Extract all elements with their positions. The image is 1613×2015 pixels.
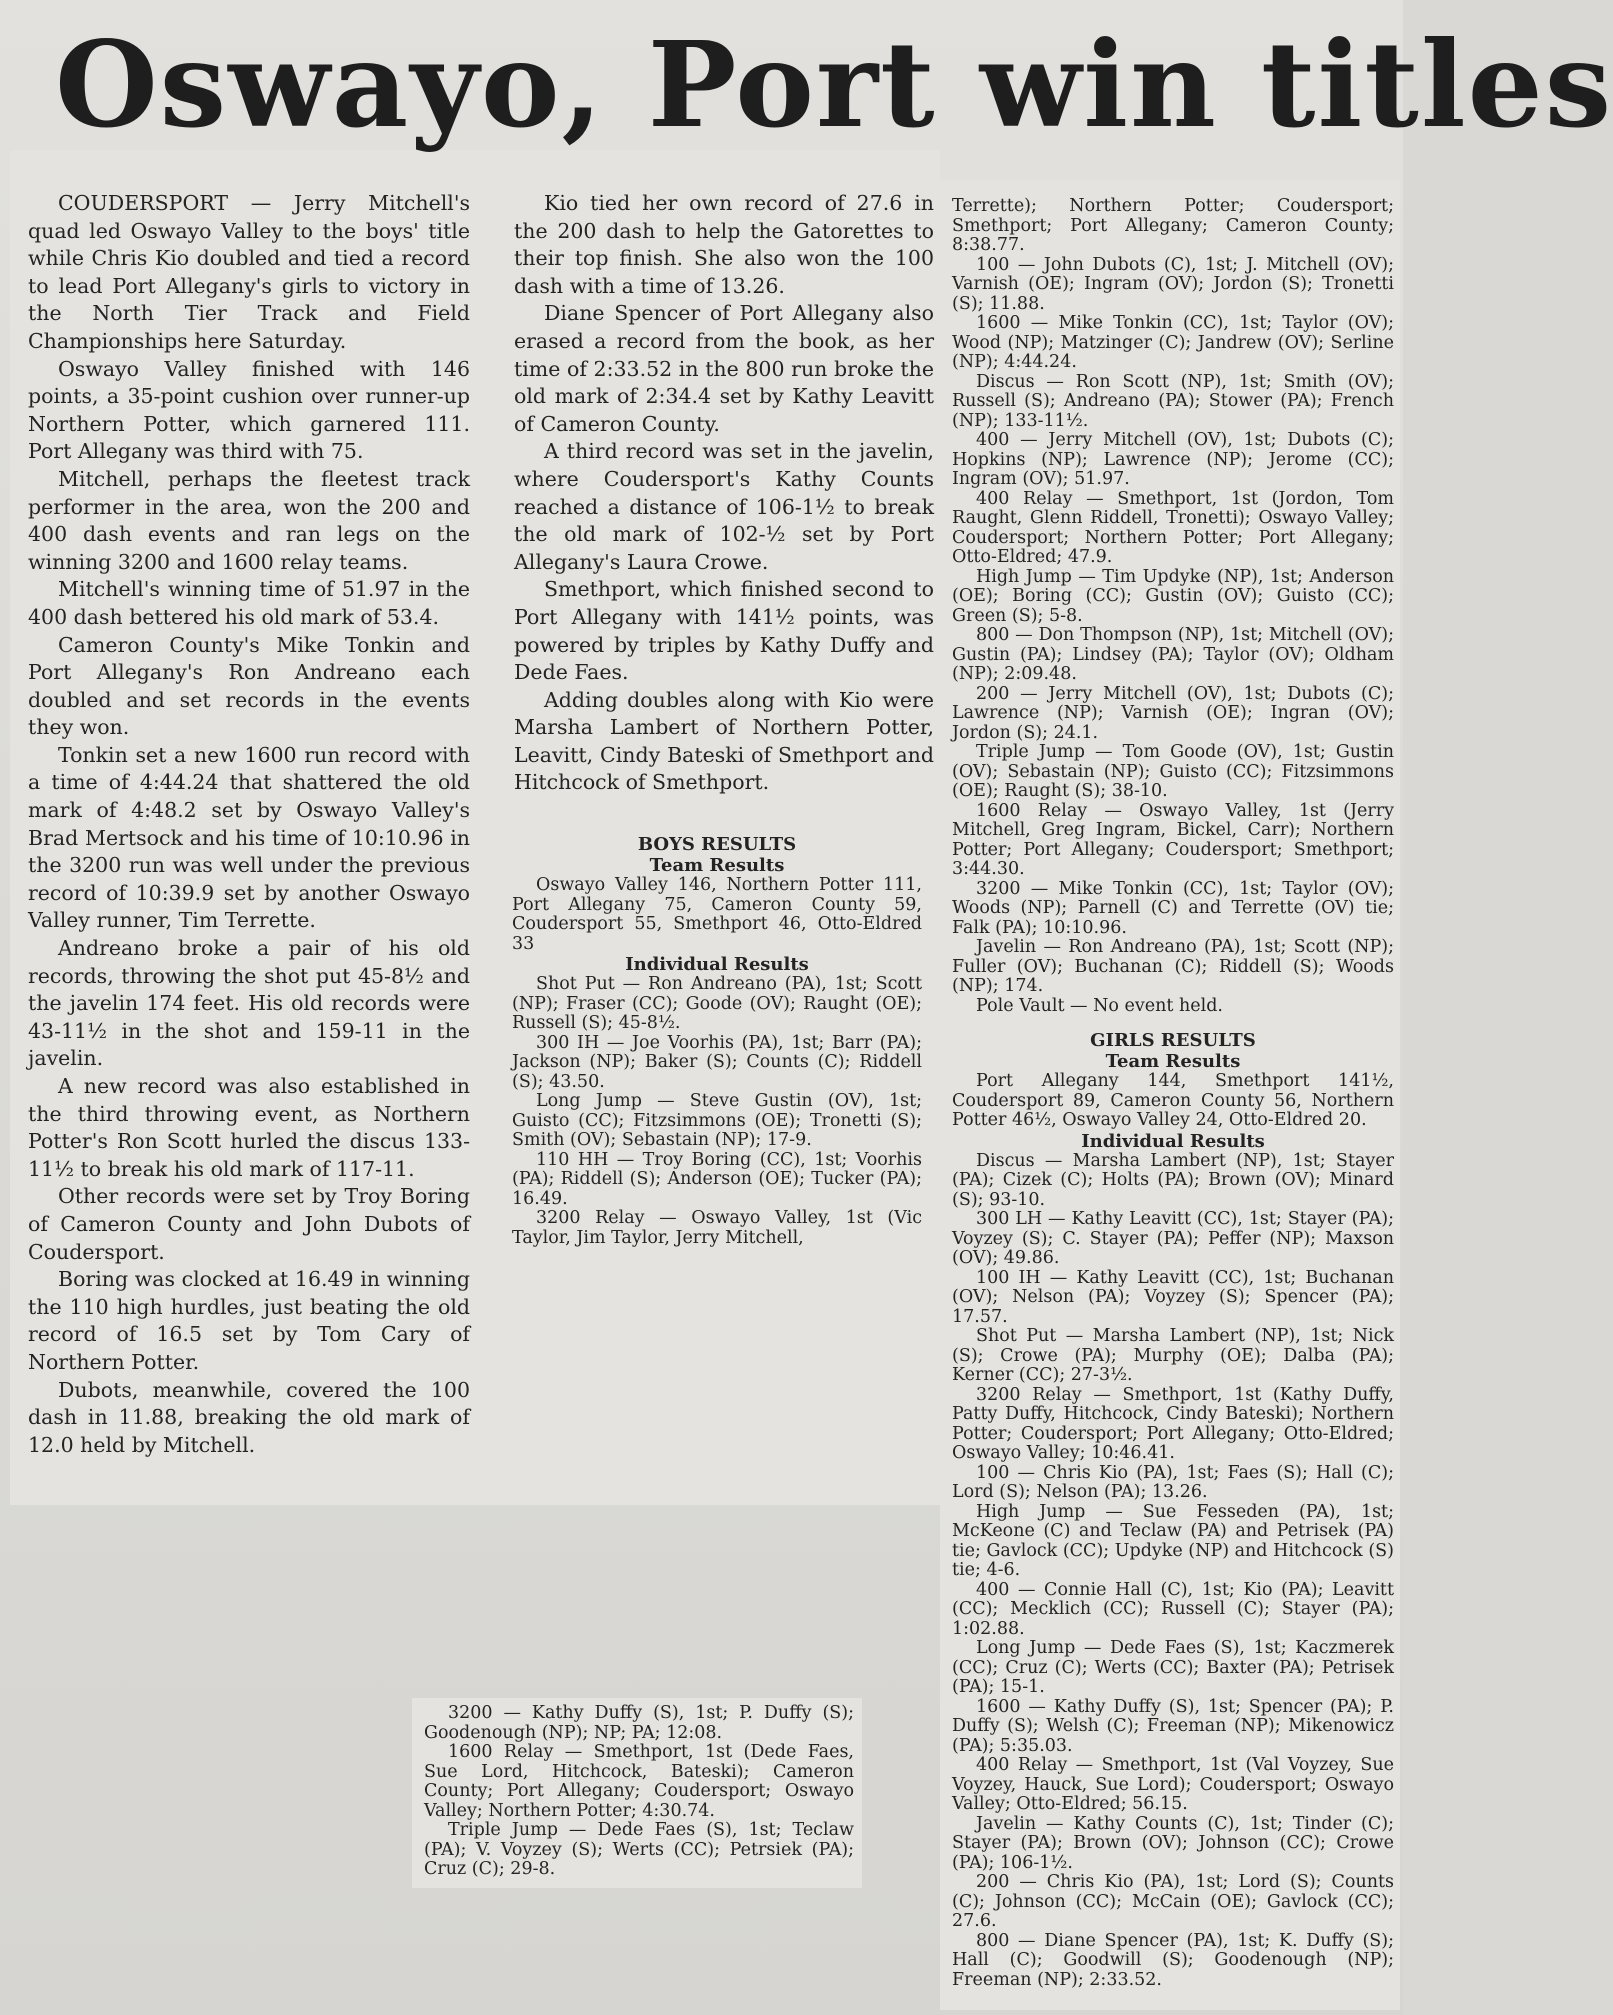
result-entry: 200 — Chris Kio (PA), 1st; Lord (S); Counts (C); Johnson (CC); McCain (OE); Gavlock (CC); 27.6.	[952, 1872, 1394, 1931]
result-entry: Triple Jump — Dede Faes (S), 1st; Teclaw (PA); V. Voyzey (S); Werts (CC); Petrsiek (PA); Cruz (C); 29-8.	[424, 1820, 854, 1879]
girls-team-results: Port Allegany 144, Smethport 141½, Coudersport 89, Cameron County 56, Northern Potter 46½, Oswayo Valley 24, Otto-Eldred 20.	[952, 1071, 1394, 1130]
result-entry: 3200 Relay — Smethport, 1st (Kathy Duffy, Patty Duffy, Hitchcock, Cindy Bateski); Northern Potter; Coudersport; Port Allegany; Otto-Eldred; Oswayo Valley; 10:46.41.	[952, 1384, 1394, 1463]
result-entry: 400 Relay — Smethport, 1st (Jordon, Tom Raught, Glenn Riddell, Tronetti); Oswayo Valley; Coudersport; Northern Potter; Port Allegany; Otto-Eldred; 47.9.	[952, 488, 1394, 567]
story-paragraph: Adding doubles along with Kio were Marsha Lambert of Northern Potter, Leavitt, Cindy Bateski of Smethport and Hitchcock of Smethport.	[514, 687, 934, 795]
result-entry: 100 — John Dubots (C), 1st; J. Mitchell (OV); Varnish (OE); Ingram (OV); Jordon (S); Tronetti (S); 11.88.	[952, 254, 1394, 314]
story-paragraph: Smethport, which finished second to Port Allegany with 141½ points, was powered by triples by Kathy Duffy and Dede Faes.	[514, 577, 934, 685]
girls-results-continued-piece	[424, 1704, 854, 1880]
story-paragraph: Mitchell, perhaps the fleetest track performer in the area, won the 200 and 400 dash events and ran legs on the winning 3200 and 1600 relay teams.	[28, 466, 470, 574]
result-entry: Shot Put — Ron Andreano (PA), 1st; Scott (NP); Fraser (CC); Goode (OV); Raught (OE); Russell (S); 45-8½.	[512, 974, 922, 1033]
result-entry: Shot Put — Marsha Lambert (NP), 1st; Nick (S); Crowe (PA); Murphy (OE); Dalba (PA); Kerner (CC); 27-3½.	[952, 1326, 1394, 1385]
result-entry: 800 — Diane Spencer (PA), 1st; K. Duffy (S); Hall (C); Goodwill (S); Goodenough (NP); Freeman (NP); 2:33.52.	[952, 1930, 1394, 1990]
story-paragraph: Boring was clocked at 16.49 in winning the 110 high hurdles, just beating the old record of 16.5 set by Tom Cary of Northern Potter.	[28, 1267, 470, 1374]
result-entry: 1600 Relay — Oswayo Valley, 1st (Jerry Mitchell, Greg Ingram, Bickel, Carr); Northern Potter; Port Allegany; Coudersport; Smethport; 3:44.30.	[952, 800, 1394, 879]
result-entry: 1600 Relay — Smethport, 1st (Dede Faes, Sue Lord, Hitchcock, Bateski); Cameron County; Port Allegany; Coudersport; Oswayo Valley; Northern Potter; 4:30.74.	[424, 1742, 854, 1821]
result-entry: Long Jump — Steve Gustin (OV), 1st; Guisto (CC); Fitzsimmons (OE); Tronetti (S); Smith (OV); Sebastain (NP); 17-9.	[512, 1091, 922, 1150]
result-entry: 100 IH — Kathy Leavitt (CC), 1st; Buchanan (OV); Nelson (PA); Voyzey (S); Spencer (PA); 17.57.	[952, 1267, 1394, 1327]
story-paragraph: Dubots, meanwhile, covered the 100 dash in 11.88, breaking the old mark of 12.0 held by Mitchell.	[28, 1377, 470, 1457]
story-column-2	[514, 190, 934, 797]
story-paragraph: Diane Spencer of Port Allegany also erased a record from the book, as her time of 2:33.52 in the 800 run broke the old mark of 2:34.4 set by Kathy Leavitt of Cameron County.	[514, 301, 934, 436]
result-entry: 3200 — Kathy Duffy (S), 1st; P. Duffy (S); Goodenough (NP); NP; PA; 12:08.	[424, 1703, 854, 1743]
result-entry: 100 — Chris Kio (PA), 1st; Faes (S); Hall (C); Lord (S); Nelson (PA); 13.26.	[952, 1462, 1394, 1502]
result-entry: 300 IH — Joe Voorhis (PA), 1st; Barr (PA); Jackson (NP); Baker (S); Counts (C); Riddell (S); 43.50.	[512, 1032, 922, 1092]
headline: Oswayo, Port win titles	[55, 15, 1613, 154]
result-entry: 200 — Jerry Mitchell (OV), 1st; Dubots (C); Lawrence (NP); Varnish (OE); Ingran (OV); Jordon (S); 24.1.	[952, 683, 1394, 743]
result-entry: Long Jump — Dede Faes (S), 1st; Kaczmerek (CC); Cruz (C); Werts (CC); Baxter (PA); Petrisek (PA); 15-1.	[952, 1638, 1394, 1697]
result-entry: 3200 — Mike Tonkin (CC), 1st; Taylor (OV); Woods (NP); Parnell (C) and Terrette (OV) tie; Falk (PA); 10:10.96.	[952, 878, 1394, 938]
boys-team-results: Oswayo Valley 146, Northern Potter 111, Port Allegany 75, Cameron County 59, Coudersport 55, Smethport 46, Otto-Eldred 33	[512, 875, 922, 954]
result-entry: Javelin — Kathy Counts (C), 1st; Tinder (C); Stayer (PA); Brown (OV); Johnson (CC); Crowe (PA); 106-1½.	[952, 1813, 1394, 1873]
boys-team-results-heading: Team Results	[649, 855, 785, 876]
boys-results-heading: BOYS RESULTS	[637, 834, 797, 855]
story-column-1	[28, 190, 470, 1459]
girls-individual-results-heading: Individual Results	[1081, 1130, 1265, 1152]
story-paragraph: COUDERSPORT — Jerry Mitchell's quad led Oswayo Valley to the boys' title while Chris Kio doubled and tied a record to lead Port Allegany's girls to victory in the North Tier Track and Field Championships here Saturday.	[28, 191, 470, 353]
result-entry: Pole Vault — No event held.	[976, 995, 1223, 1016]
result-entry: Javelin — Ron Andreano (PA), 1st; Scott (NP); Fuller (OV); Buchanan (C); Riddell (S); Woods (NP); 174.	[952, 937, 1394, 996]
result-entry: High Jump — Sue Fesseden (PA), 1st; McKeone (C) and Teclaw (PA) and Petrisek (PA) tie; Gavlock (CC); Updyke (NP) and Hitchcock (S) tie; 4-6.	[952, 1501, 1394, 1580]
story-paragraph: Tonkin set a new 1600 run record with a time of 4:44.24 that shattered the old mark of 4:48.2 set by Oswayo Valley's Brad Mertsock and his time of 10:10.96 in the 3200 run was well under the previous record of 10:39.9 set by another Oswayo Valley runner, Tim Terrette.	[28, 742, 470, 933]
result-entry: 1600 — Kathy Duffy (S), 1st; Spencer (PA); P. Duffy (S); Welsh (C); Freeman (NP); Mikenowicz (PA); 5:35.03.	[952, 1696, 1394, 1756]
result-entry: 400 — Connie Hall (C), 1st; Kio (PA); Leavitt (CC); Mecklich (CC); Russell (C); Stayer (PA); 1:02.88.	[952, 1579, 1394, 1639]
result-entry: Triple Jump — Tom Goode (OV), 1st; Gustin (OV); Sebastain (NP); Guisto (CC); Fitzsimmons (OE); Raught (S); 38-10.	[952, 742, 1394, 801]
result-entry: 300 LH — Kathy Leavitt (CC), 1st; Stayer (PA); Voyzey (S); C. Stayer (PA); Peffer (NP); Maxson (OV); 49.86.	[952, 1209, 1394, 1268]
story-paragraph: A third record was set in the javelin, where Coudersport's Kathy Counts reached a distance of 106-1½ to break the old mark of 102-½ set by Port Allegany's Laura Crowe.	[514, 439, 934, 574]
story-paragraph: Mitchell's winning time of 51.97 in the 400 dash bettered his old mark of 53.4.	[28, 577, 470, 629]
result-entry: 1600 — Mike Tonkin (CC), 1st; Taylor (OV); Wood (NP); Matzinger (C); Jandrew (OV); Serline (NP); 4:44.24.	[952, 313, 1394, 372]
result-entry: 110 HH — Troy Boring (CC), 1st; Voorhis (PA); Riddell (S); Anderson (OE); Tucker (PA); 16.49.	[512, 1149, 922, 1209]
story-paragraph: Oswayo Valley finished with 146 points, a 35-point cushion over runner-up Northern Potter, which garnered 111. Port Allegany was third with 75.	[28, 356, 470, 464]
girls-team-results-heading: Team Results	[1105, 1051, 1241, 1072]
result-entry: 400 Relay — Smethport, 1st (Val Voyzey, Sue Voyzey, Hauck, Sue Lord); Coudersport; Oswayo Valley; Otto-Eldred; 56.15.	[952, 1755, 1394, 1814]
story-paragraph: A new record was also established in the third throwing event, as Northern Potter's Ron Scott hurled the discus 133-11½ to break his old mark of 117-11.	[28, 1074, 470, 1181]
result-entry: 3200 Relay — Oswayo Valley, 1st (Vic Taylor, Jim Taylor, Jerry Mitchell,	[512, 1208, 922, 1248]
result-entry: Discus — Marsha Lambert (NP), 1st; Stayer (PA); Cizek (C); Holts (PA); Brown (OV); Minard (S); 93-10.	[952, 1150, 1394, 1210]
story-paragraph: Other records were set by Troy Boring of Cameron County and John Dubots of Coudersport.	[28, 1184, 470, 1264]
result-entry: Terrette); Northern Potter; Coudersport; Smethport; Port Allegany; Cameron County; 8:38.77.	[952, 196, 1394, 255]
boys-results-section	[512, 834, 922, 1248]
story-paragraph: Kio tied her own record of 27.6 in the 200 dash to help the Gatorettes to their top finish. She also won the 100 dash with a time of 13.26.	[514, 191, 934, 298]
results-column-3	[952, 197, 1394, 1990]
result-entry: 800 — Don Thompson (NP), 1st; Mitchell (OV); Gustin (PA); Lindsey (PA); Taylor (OV); Oldham (NP); 2:09.48.	[952, 625, 1394, 684]
result-entry: High Jump — Tim Updyke (NP), 1st; Anderson (OE); Boring (CC); Gustin (OV); Guisto (CC); Green (S); 5-8.	[952, 566, 1394, 626]
section-gap	[952, 1016, 1394, 1030]
story-paragraph: Andreano broke a pair of his old records, throwing the shot put 45-8½ and the javelin 174 feet. His old records were 43-11½ in the shot and 159-11 in the javelin.	[28, 936, 470, 1071]
girls-results-heading: GIRLS RESULTS	[1090, 1030, 1256, 1051]
result-entry: Discus — Ron Scott (NP), 1st; Smith (OV); Russell (S); Andreano (PA); Stower (PA); French (NP); 133-11½.	[952, 371, 1394, 431]
boys-individual-results-heading: Individual Results	[625, 954, 809, 975]
result-entry: 400 — Jerry Mitchell (OV), 1st; Dubots (C); Hopkins (NP); Lawrence (NP); Jerome (CC); Ingram (OV); 51.97.	[952, 430, 1394, 489]
story-paragraph: Cameron County's Mike Tonkin and Port Allegany's Ron Andreano each doubled and set records in the events they won.	[28, 632, 470, 740]
